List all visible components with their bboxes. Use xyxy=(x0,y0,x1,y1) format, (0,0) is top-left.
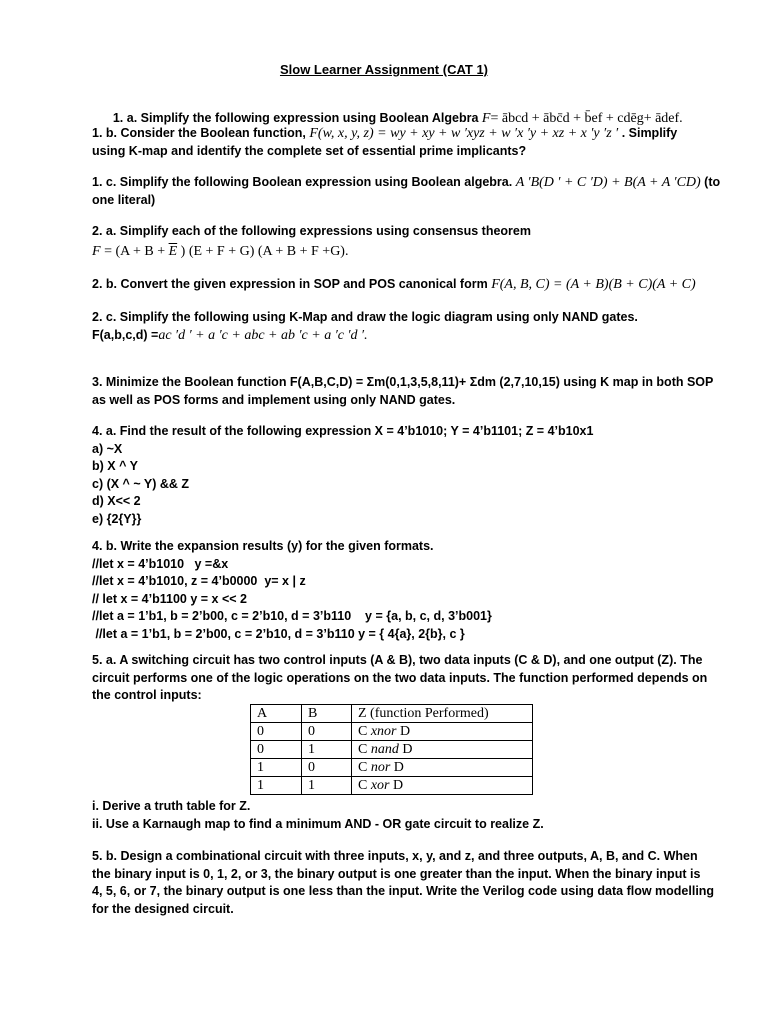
list-item: e) {2{Y}} xyxy=(92,511,142,526)
question-2c-line1: 2. c. Simplify the following using K-Map and draw the logic diagram using only NAND gates. xyxy=(92,310,638,324)
table-cell xyxy=(352,723,533,741)
op-suffix: D xyxy=(398,741,413,757)
question-5b-line4: for the designed circuit. xyxy=(92,901,234,916)
list-item: //let a = 1’b1, b = 2’b00, c = 2’b10, d = 3’b110 y = {a, b, c, d, 3’b001} xyxy=(92,609,492,623)
op-name: nand xyxy=(370,741,399,757)
question-1b-suffix: . Simplify xyxy=(618,126,678,140)
table-row xyxy=(251,741,533,759)
list-item: // let x = 4’b1100 y = x << 2 xyxy=(92,591,247,606)
op-prefix: C xyxy=(358,741,371,757)
question-5b-line2: the binary input is 0, 1, 2, or 3, the binary output is one greater than the input. When the binary input is xyxy=(92,866,701,881)
question-5a-sub-ii: ii. Use a Karnaugh map to find a minimum AND - OR gate circuit to realize Z. xyxy=(92,816,544,831)
question-1c-expr: A ′B(D ′ + C ′D) + B(A + A ′CD) xyxy=(515,175,701,190)
table-header-cell: Z (function Performed) xyxy=(352,705,533,723)
question-2b-prefix: 2. b. Convert the given expression in SOP and POS canonical form xyxy=(92,277,492,291)
op-name: nor xyxy=(370,759,391,775)
question-1c-prefix: 1. c. Simplify the following Boolean expression using Boolean algebra. xyxy=(92,175,516,189)
page-title: Slow Learner Assignment (CAT 1) xyxy=(279,62,489,77)
op-name: xor xyxy=(370,777,390,793)
table-cell: 0 xyxy=(302,723,352,741)
op-suffix: D xyxy=(396,723,411,739)
table-cell: 1 xyxy=(251,777,302,795)
question-5a-line2: circuit performs one of the logic operations on the two data inputs. The function performed depends on xyxy=(92,670,708,685)
table-cell xyxy=(352,759,533,777)
op-suffix: D xyxy=(390,759,404,775)
question-1b-prefix: 1. b. Consider the Boolean function, xyxy=(92,126,310,140)
question-5a xyxy=(92,652,708,705)
question-3 xyxy=(92,374,714,409)
op-suffix: D xyxy=(389,777,404,793)
question-1a-text: 1. a. Simplify the following expression using Boolean Algebra xyxy=(112,110,482,125)
list-item: //let x = 4’b1010 y =&x xyxy=(92,556,229,571)
question-2c-expr: ac ′d ′ + a ′c + abc + ab ′c + a ′c ′d ′. xyxy=(158,327,368,343)
question-4a xyxy=(92,423,692,528)
table-cell: 1 xyxy=(251,759,302,777)
table-header-cell: B xyxy=(302,705,352,723)
question-2a-expr-b: ) (E + F + G) (A + B + F +G). xyxy=(177,243,349,259)
table-cell: 1 xyxy=(302,741,352,759)
question-1a-expr-rhs: = ābcd + ābc̄d + b̄ef + cdēg+ ādef. xyxy=(490,110,683,126)
list-item: //let a = 1’b1, b = 2’b00, c = 2’b10, d = 3’b110 y = { 4{a}, 2{b}, c } xyxy=(92,626,465,641)
question-3-line1: 3. Minimize the Boolean function F(A,B,C,D) = Σm(0,1,3,5,8,11)+ Σdm (2,7,10,15) using K map in both SOP xyxy=(92,375,714,389)
question-2a-expr-a: = (A + B + xyxy=(100,243,169,259)
question-1a-expr-lhs: F xyxy=(481,110,491,126)
question-1c-suffix: (to xyxy=(700,175,721,189)
question-5a-sub-i: i. Derive a truth table for Z. xyxy=(92,799,251,813)
table-cell: 0 xyxy=(251,723,302,741)
table-cell: 0 xyxy=(302,759,352,777)
table-row xyxy=(251,759,533,777)
table-cell: 0 xyxy=(251,741,302,759)
list-item: b) X ^ Y xyxy=(92,459,138,473)
op-prefix: C xyxy=(358,777,371,793)
table-cell xyxy=(352,741,533,759)
list-item: d) X<< 2 xyxy=(92,494,141,508)
question-2a xyxy=(92,223,692,260)
table-row xyxy=(251,723,533,741)
question-5b xyxy=(92,848,715,918)
question-5a-line3: the control inputs: xyxy=(92,688,202,702)
question-1c xyxy=(92,174,721,209)
table-cell: 1 xyxy=(302,777,352,795)
question-2a-line1: 2. a. Simplify each of the following expressions using consensus theorem xyxy=(92,224,531,238)
question-5a-line1: 5. a. A switching circuit has two control inputs (A & B), two data inputs (C & D), and one output (Z). The xyxy=(92,653,703,667)
question-3-line2: as well as POS forms and implement using only NAND gates. xyxy=(92,392,456,407)
table-row xyxy=(251,777,533,795)
function-table xyxy=(250,704,533,795)
list-item: a) ~X xyxy=(92,441,123,456)
question-5a-subparts xyxy=(92,798,692,833)
table-header-row xyxy=(251,705,533,723)
table-header-cell: A xyxy=(251,705,302,723)
question-4a-line1: 4. a. Find the result of the following expression X = 4’b1010; Y = 4’b1101; Z = 4’b10x1 xyxy=(92,424,594,438)
question-1b-expr: F(w, x, y, z) = wy + xy + w ′xyz + w ′x ′y + xz + x ′y ′z ′ xyxy=(309,126,619,141)
question-1b xyxy=(92,125,692,160)
question-2b-expr: F(A, B, C) = (A + B)(B + C)(A + C) xyxy=(491,277,696,292)
question-2a-f: F xyxy=(92,243,101,259)
table-cell xyxy=(352,777,533,795)
question-2b xyxy=(92,276,696,294)
question-2a-ebar: $\overline{E}$ xyxy=(168,243,178,259)
question-2c xyxy=(92,309,692,344)
list-item: c) (X ^ ~ Y) && Z xyxy=(92,476,190,491)
question-2c-prefix: F(a,b,c,d) = xyxy=(92,327,159,342)
op-name: xnor xyxy=(370,723,397,739)
question-5b-line3: 4, 5, 6, or 7, the binary output is one less than the input. Write the Verilog code using data flow modelling xyxy=(92,884,715,898)
list-item: //let x = 4’b1010, z = 4’b0000 y= x | z xyxy=(92,574,306,588)
question-5b-line1: 5. b. Design a combinational circuit with three inputs, x, y, and z, and three outputs, A, B, and C. When xyxy=(92,849,698,863)
question-4b xyxy=(92,538,692,643)
question-4b-line1: 4. b. Write the expansion results (y) for the given formats. xyxy=(92,539,434,553)
op-prefix: C xyxy=(358,723,371,739)
op-prefix: C xyxy=(358,759,371,775)
question-1c-line2: one literal) xyxy=(92,192,156,207)
question-1b-line2: using K-map and identify the complete set of essential prime implicants? xyxy=(92,143,527,158)
